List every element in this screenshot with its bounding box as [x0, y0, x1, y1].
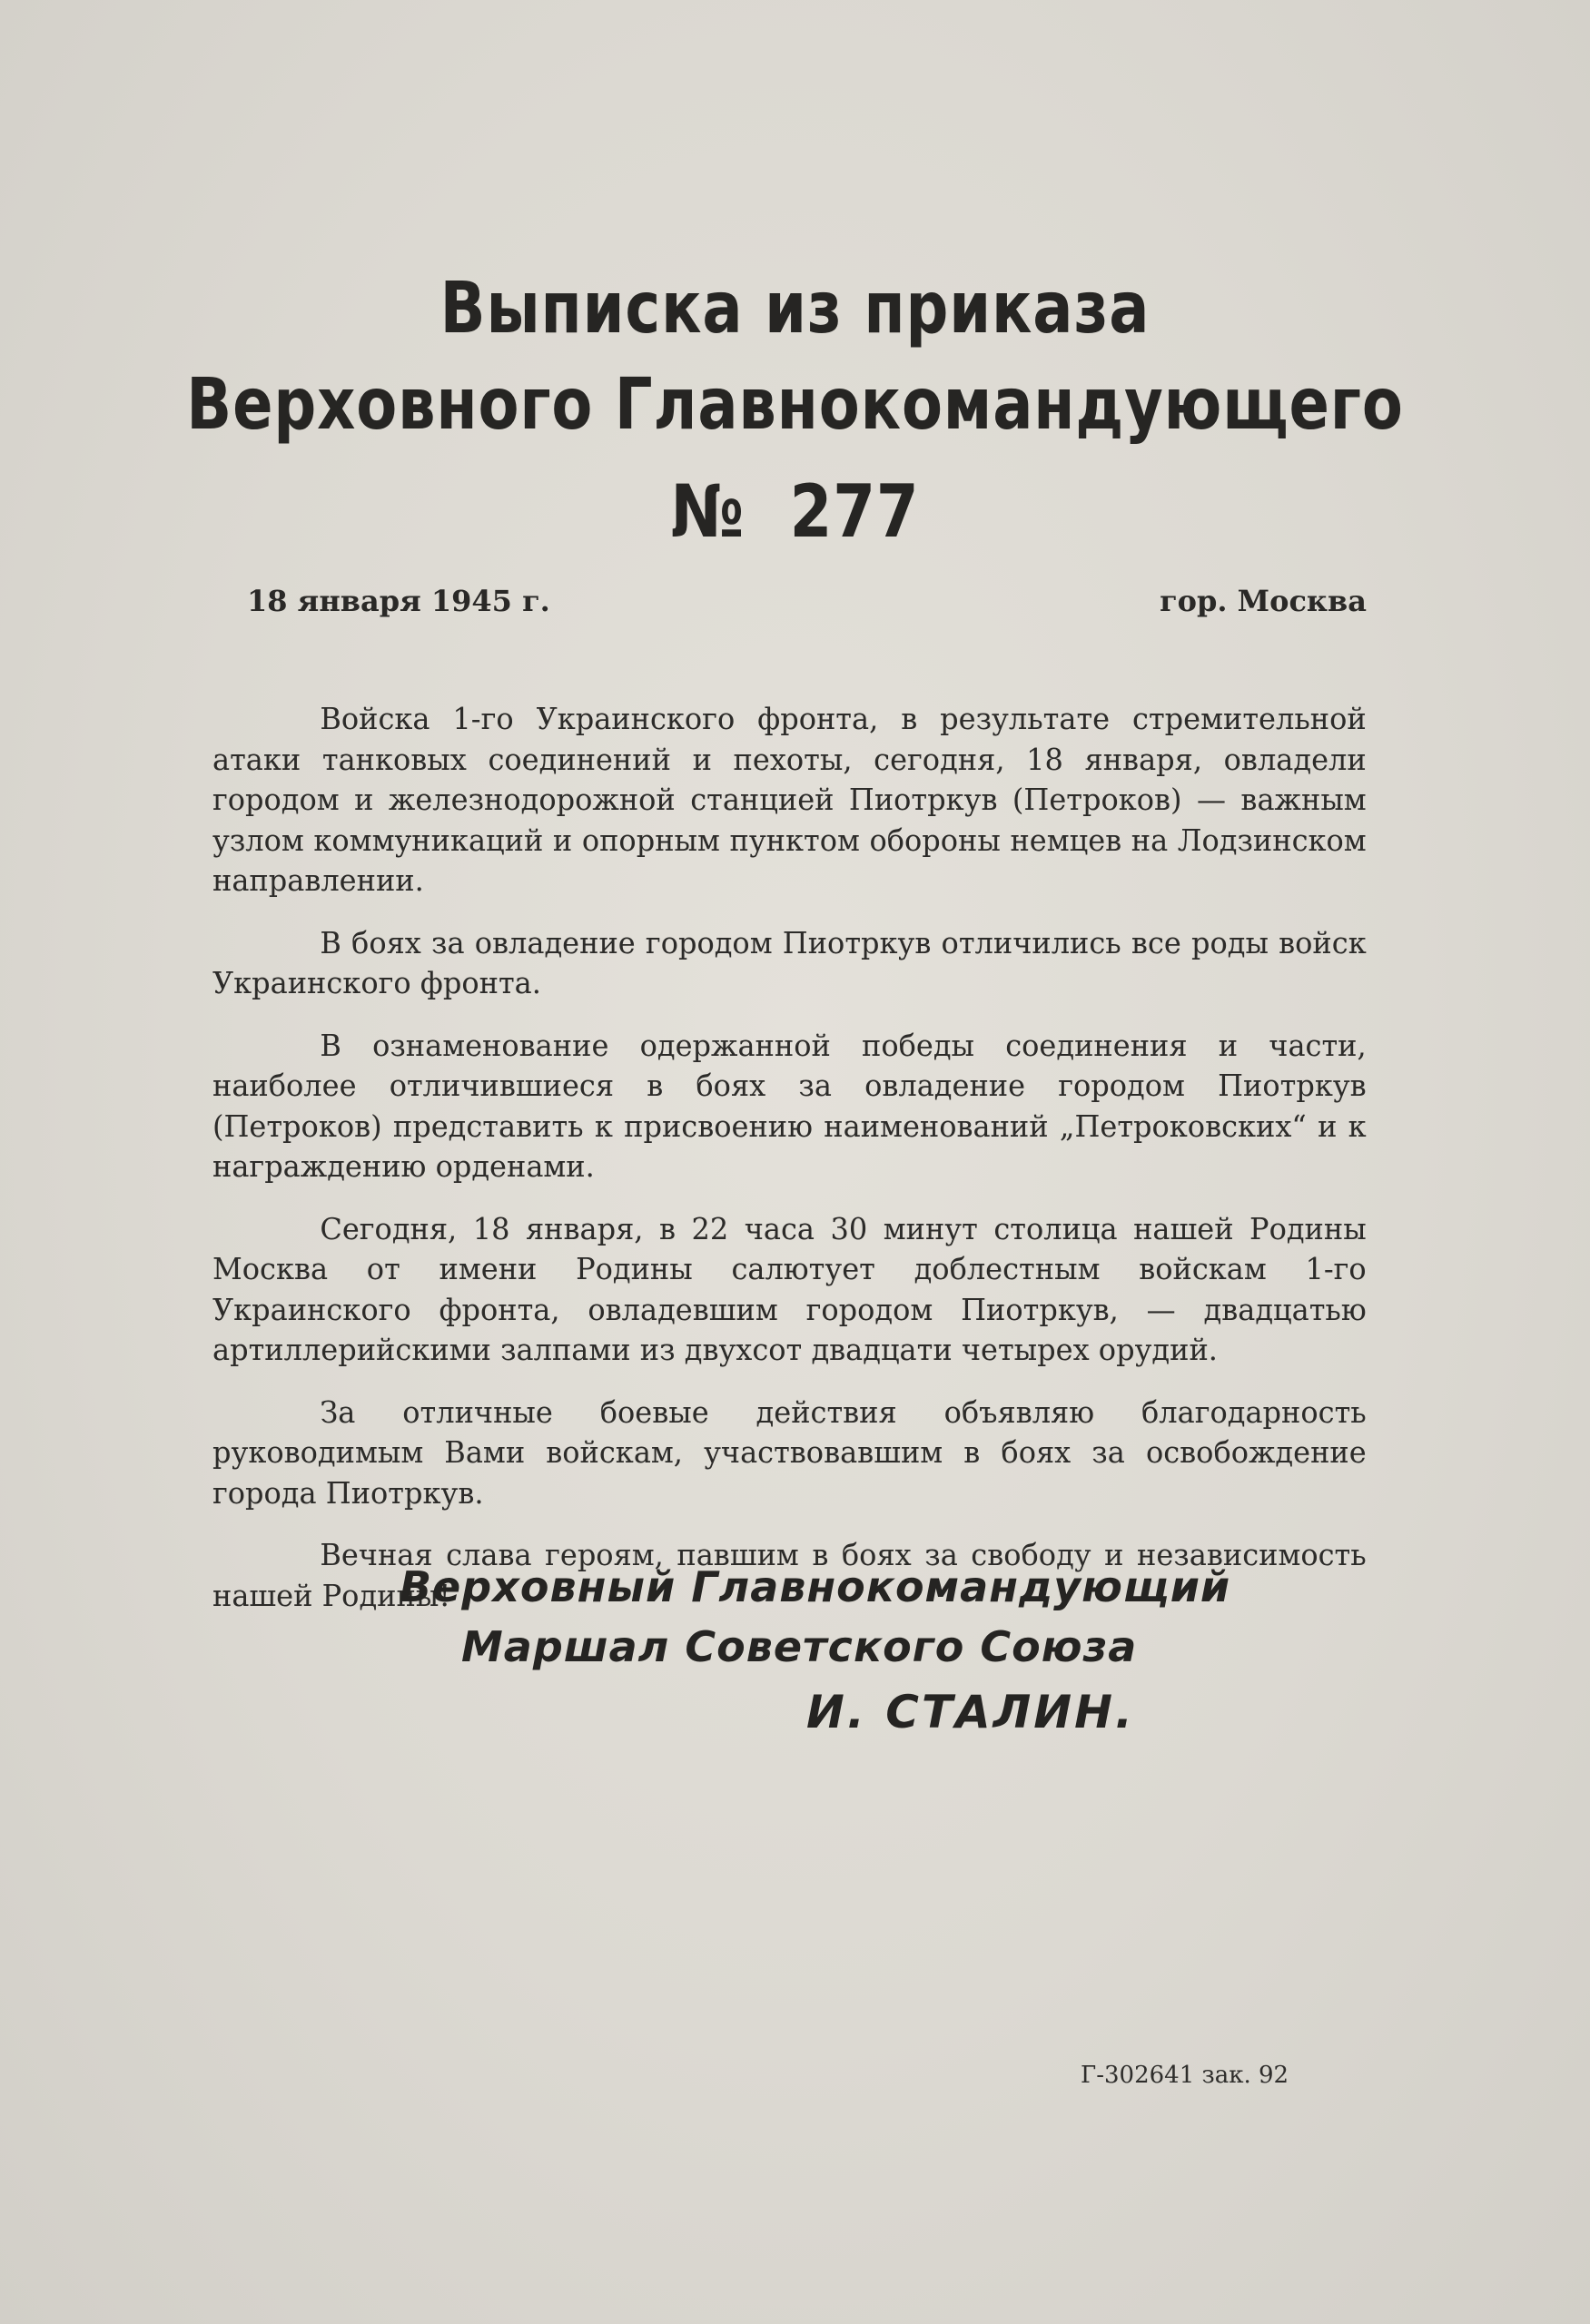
- paragraph-1: Войска 1-го Украинского фронта, в результате стремительной атаки танковых соединений и пехоты, сегодня, 18 января, овладели городом и железнодорожной станцией Пиотркув (Петроков) — важным узлом коммуникаций и опорным пунктом обороны немцев на Лодзинском направлении.: [212, 701, 1367, 898]
- order-place: гор. Москва: [1160, 584, 1367, 618]
- print-code: Г-302641 зак. 92: [1081, 2062, 1289, 2089]
- title-line-2: Верховного Главнокомандующего: [186, 364, 1404, 446]
- paragraph-4: Сегодня, 18 января, в 22 часа 30 минут столица нашей Родины Москва от имени Родины салютует доблестным войскам 1-го Украинского фронта, овладевшим городом Пиотркув, — двадцатью артиллерийскими залпами из двухсот двадцати четырех орудий.: [212, 1210, 1367, 1367]
- paragraph-5: За отличные боевые действия объявляю благодарность руководимым Вами войскам, участвовавшим в боях за освобождение города Пиотркув.: [212, 1393, 1367, 1511]
- signature-rank: Маршал Советского Союза: [461, 1622, 1138, 1671]
- title-line-1: Выписка из приказа: [439, 268, 1151, 350]
- signature-name: И. СТАЛИН.: [806, 1686, 1135, 1738]
- order-date: 18 января 1945 г.: [247, 584, 550, 618]
- order-body: [212, 699, 1402, 1638]
- paragraph-3: В ознаменование одержанной победы соединения и части, наиболее отличившиеся в боях за овладение городом Пиотркув (Петроков) представить к присвоению наименований „Петроковских“ и к награждению орденами.: [212, 1027, 1367, 1184]
- paragraph-6: Вечная слава героям, павшим в боях за свободу и независимость нашей Родины!: [212, 1537, 1367, 1613]
- order-number: № 277: [670, 469, 920, 554]
- signature-title: Верховный Главнокомандующий: [400, 1562, 1231, 1611]
- paragraph-2: В боях за овладение городом Пиотркув отличились все роды войск Украинского фронта.: [212, 924, 1367, 1000]
